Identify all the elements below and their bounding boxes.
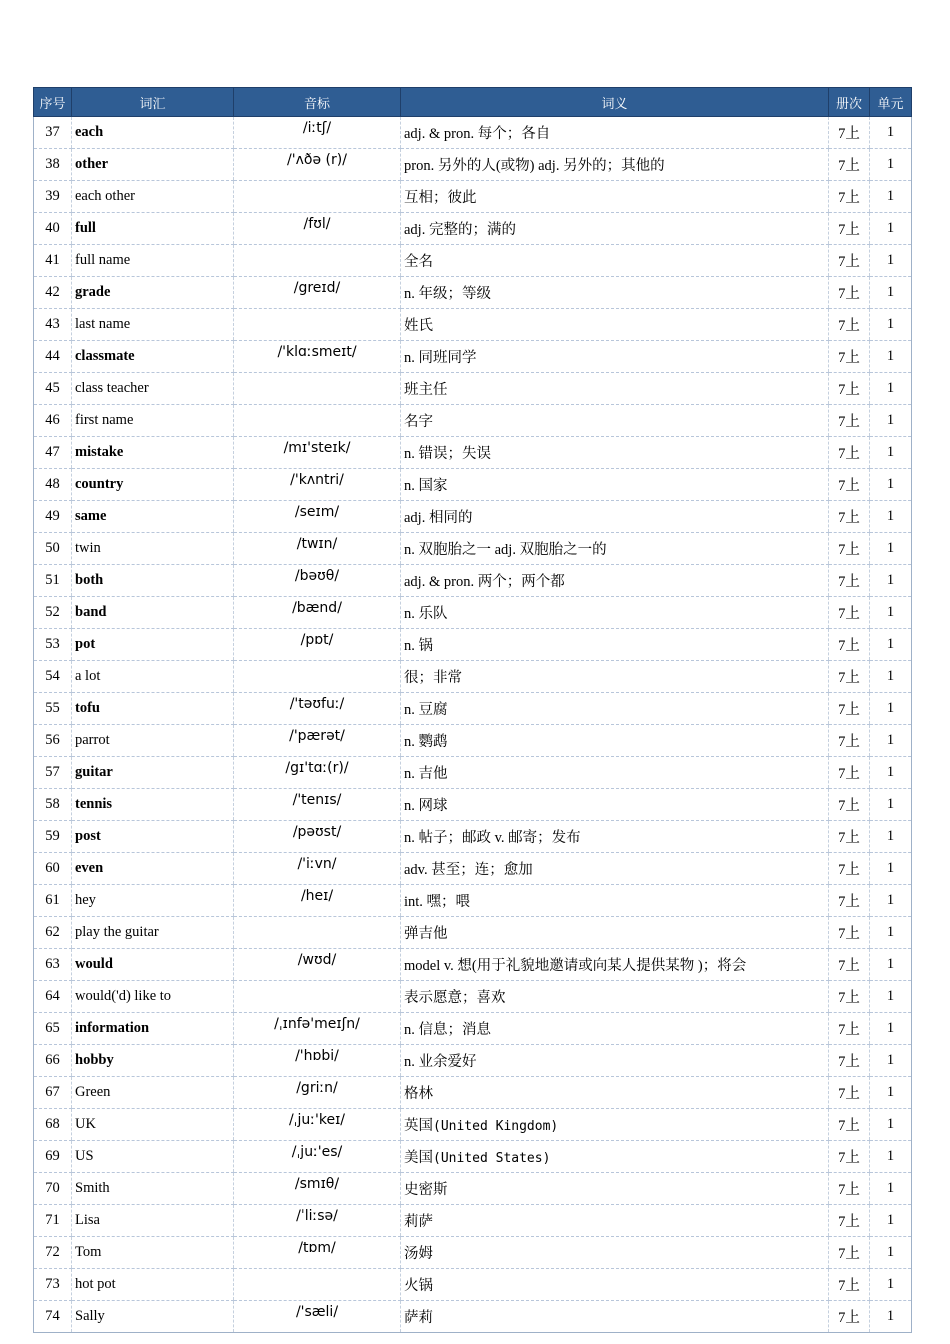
cell-definition: adj. 相同的 xyxy=(401,501,829,533)
cell-unit: 1 xyxy=(870,821,912,853)
cell-phonetic: /seɪm/ xyxy=(234,501,401,533)
cell-number: 41 xyxy=(34,245,72,277)
cell-word: twin xyxy=(72,533,234,565)
cell-word: parrot xyxy=(72,725,234,757)
cell-word: Sally xyxy=(72,1301,234,1333)
cell-phonetic: /smɪθ/ xyxy=(234,1173,401,1205)
cell-definition: adj. & pron. 两个；两个都 xyxy=(401,565,829,597)
cell-unit: 1 xyxy=(870,341,912,373)
cell-word: post xyxy=(72,821,234,853)
cell-unit: 1 xyxy=(870,789,912,821)
cell-volume: 7上 xyxy=(829,789,870,821)
cell-unit: 1 xyxy=(870,1141,912,1173)
cell-volume: 7上 xyxy=(829,1269,870,1301)
cell-definition: 格林 xyxy=(401,1077,829,1109)
cell-number: 64 xyxy=(34,981,72,1013)
cell-word: Tom xyxy=(72,1237,234,1269)
cell-unit: 1 xyxy=(870,597,912,629)
cell-volume: 7上 xyxy=(829,1237,870,1269)
cell-unit: 1 xyxy=(870,437,912,469)
cell-unit: 1 xyxy=(870,853,912,885)
cell-unit: 1 xyxy=(870,981,912,1013)
table-row xyxy=(34,1013,912,1045)
cell-number: 53 xyxy=(34,629,72,661)
table-row xyxy=(34,117,912,149)
table-row xyxy=(34,373,912,405)
header-number: 序号 xyxy=(34,88,72,117)
cell-definition: 史密斯 xyxy=(401,1173,829,1205)
table-row xyxy=(34,981,912,1013)
header-word: 词汇 xyxy=(72,88,234,117)
cell-phonetic: /pəʊst/ xyxy=(234,821,401,853)
table-row xyxy=(34,821,912,853)
cell-number: 38 xyxy=(34,149,72,181)
cell-volume: 7上 xyxy=(829,373,870,405)
cell-word: Smith xyxy=(72,1173,234,1205)
header-row xyxy=(34,88,912,117)
cell-unit: 1 xyxy=(870,309,912,341)
cell-volume: 7上 xyxy=(829,725,870,757)
cell-word: mistake xyxy=(72,437,234,469)
cell-definition: n. 锅 xyxy=(401,629,829,661)
cell-word: grade xyxy=(72,277,234,309)
cell-unit: 1 xyxy=(870,1269,912,1301)
cell-number: 74 xyxy=(34,1301,72,1333)
cell-definition: adj. 完整的；满的 xyxy=(401,213,829,245)
cell-volume: 7上 xyxy=(829,693,870,725)
cell-number: 61 xyxy=(34,885,72,917)
table-row xyxy=(34,469,912,501)
cell-unit: 1 xyxy=(870,533,912,565)
table-body xyxy=(34,117,912,1333)
cell-unit: 1 xyxy=(870,1109,912,1141)
cell-volume: 7上 xyxy=(829,1013,870,1045)
cell-phonetic xyxy=(234,373,401,405)
cell-word: information xyxy=(72,1013,234,1045)
cell-volume: 7上 xyxy=(829,597,870,629)
cell-number: 37 xyxy=(34,117,72,149)
cell-number: 49 xyxy=(34,501,72,533)
cell-phonetic: /'pærət/ xyxy=(234,725,401,757)
cell-definition: 很；非常 xyxy=(401,661,829,693)
cell-unit: 1 xyxy=(870,149,912,181)
cell-number: 57 xyxy=(34,757,72,789)
cell-definition: 莉萨 xyxy=(401,1205,829,1237)
cell-word: a lot xyxy=(72,661,234,693)
cell-number: 40 xyxy=(34,213,72,245)
table-row xyxy=(34,725,912,757)
table-row xyxy=(34,661,912,693)
cell-word: band xyxy=(72,597,234,629)
table-row xyxy=(34,917,912,949)
cell-word: full name xyxy=(72,245,234,277)
cell-definition: 英国(United Kingdom) xyxy=(401,1109,829,1141)
cell-volume: 7上 xyxy=(829,501,870,533)
cell-volume: 7上 xyxy=(829,437,870,469)
table-row xyxy=(34,213,912,245)
header-definition: 词义 xyxy=(401,88,829,117)
cell-word: first name xyxy=(72,405,234,437)
cell-phonetic: /'iːvn/ xyxy=(234,853,401,885)
cell-phonetic: /bænd/ xyxy=(234,597,401,629)
cell-number: 63 xyxy=(34,949,72,981)
table-row xyxy=(34,1077,912,1109)
cell-volume: 7上 xyxy=(829,405,870,437)
cell-phonetic xyxy=(234,917,401,949)
cell-definition: n. 豆腐 xyxy=(401,693,829,725)
cell-number: 39 xyxy=(34,181,72,213)
cell-definition: n. 吉他 xyxy=(401,757,829,789)
table-row xyxy=(34,309,912,341)
cell-phonetic xyxy=(234,1269,401,1301)
table-row xyxy=(34,277,912,309)
cell-phonetic xyxy=(234,405,401,437)
table-row xyxy=(34,1173,912,1205)
cell-number: 56 xyxy=(34,725,72,757)
cell-unit: 1 xyxy=(870,501,912,533)
cell-volume: 7上 xyxy=(829,245,870,277)
cell-volume: 7上 xyxy=(829,1141,870,1173)
cell-volume: 7上 xyxy=(829,1109,870,1141)
cell-definition: n. 鹦鹉 xyxy=(401,725,829,757)
cell-definition: 全名 xyxy=(401,245,829,277)
cell-unit: 1 xyxy=(870,245,912,277)
cell-number: 69 xyxy=(34,1141,72,1173)
cell-unit: 1 xyxy=(870,405,912,437)
cell-word: both xyxy=(72,565,234,597)
cell-word: would('d) like to xyxy=(72,981,234,1013)
cell-definition: 班主任 xyxy=(401,373,829,405)
vocabulary-table xyxy=(33,87,912,1333)
table-row xyxy=(34,1237,912,1269)
cell-number: 62 xyxy=(34,917,72,949)
cell-definition: 美国(United States) xyxy=(401,1141,829,1173)
cell-unit: 1 xyxy=(870,949,912,981)
cell-number: 50 xyxy=(34,533,72,565)
cell-number: 66 xyxy=(34,1045,72,1077)
table-header xyxy=(34,88,912,117)
cell-phonetic: /wʊd/ xyxy=(234,949,401,981)
cell-volume: 7上 xyxy=(829,757,870,789)
cell-word: tennis xyxy=(72,789,234,821)
cell-phonetic xyxy=(234,661,401,693)
cell-word: same xyxy=(72,501,234,533)
cell-unit: 1 xyxy=(870,757,912,789)
table-row xyxy=(34,853,912,885)
cell-unit: 1 xyxy=(870,277,912,309)
cell-unit: 1 xyxy=(870,693,912,725)
cell-word: even xyxy=(72,853,234,885)
cell-word: Lisa xyxy=(72,1205,234,1237)
cell-number: 44 xyxy=(34,341,72,373)
cell-definition: 名字 xyxy=(401,405,829,437)
cell-unit: 1 xyxy=(870,1173,912,1205)
table-row xyxy=(34,149,912,181)
cell-phonetic: /'hɒbi/ xyxy=(234,1045,401,1077)
cell-number: 59 xyxy=(34,821,72,853)
cell-unit: 1 xyxy=(870,213,912,245)
cell-volume: 7上 xyxy=(829,533,870,565)
cell-unit: 1 xyxy=(870,885,912,917)
cell-phonetic: /mɪ'steɪk/ xyxy=(234,437,401,469)
cell-word: other xyxy=(72,149,234,181)
cell-phonetic: /pɒt/ xyxy=(234,629,401,661)
table-row xyxy=(34,1301,912,1333)
cell-volume: 7上 xyxy=(829,821,870,853)
cell-phonetic: /ˌɪnfə'meɪʃn/ xyxy=(234,1013,401,1045)
header-phonetic: 音标 xyxy=(234,88,401,117)
cell-phonetic xyxy=(234,981,401,1013)
vocabulary-sheet xyxy=(33,87,911,1333)
table-row xyxy=(34,629,912,661)
cell-number: 68 xyxy=(34,1109,72,1141)
cell-word: each xyxy=(72,117,234,149)
cell-definition: int. 嘿；喂 xyxy=(401,885,829,917)
cell-phonetic xyxy=(234,181,401,213)
cell-definition: n. 双胞胎之一 adj. 双胞胎之一的 xyxy=(401,533,829,565)
cell-volume: 7上 xyxy=(829,661,870,693)
table-row xyxy=(34,1205,912,1237)
cell-number: 52 xyxy=(34,597,72,629)
cell-word: US xyxy=(72,1141,234,1173)
cell-definition: n. 错误；失误 xyxy=(401,437,829,469)
table-row xyxy=(34,341,912,373)
header-volume: 册次 xyxy=(829,88,870,117)
cell-number: 48 xyxy=(34,469,72,501)
cell-volume: 7上 xyxy=(829,341,870,373)
cell-definition: 姓氏 xyxy=(401,309,829,341)
cell-definition: 汤姆 xyxy=(401,1237,829,1269)
cell-phonetic xyxy=(234,245,401,277)
cell-word: hot pot xyxy=(72,1269,234,1301)
cell-number: 65 xyxy=(34,1013,72,1045)
cell-definition: n. 国家 xyxy=(401,469,829,501)
cell-phonetic: /griːn/ xyxy=(234,1077,401,1109)
cell-word: hey xyxy=(72,885,234,917)
definition-gloss: (United States) xyxy=(433,1151,551,1166)
cell-number: 54 xyxy=(34,661,72,693)
cell-definition: 表示愿意；喜欢 xyxy=(401,981,829,1013)
cell-number: 58 xyxy=(34,789,72,821)
table-row xyxy=(34,1269,912,1301)
cell-phonetic: /'sæli/ xyxy=(234,1301,401,1333)
cell-definition: model v. 想(用于礼貌地邀请或向某人提供某物 )；将会 xyxy=(401,949,829,981)
table-row xyxy=(34,1109,912,1141)
cell-definition: 弹吉他 xyxy=(401,917,829,949)
table-row xyxy=(34,789,912,821)
cell-volume: 7上 xyxy=(829,981,870,1013)
table-row xyxy=(34,405,912,437)
cell-volume: 7上 xyxy=(829,149,870,181)
cell-unit: 1 xyxy=(870,1013,912,1045)
cell-number: 51 xyxy=(34,565,72,597)
cell-number: 72 xyxy=(34,1237,72,1269)
table-row xyxy=(34,501,912,533)
cell-volume: 7上 xyxy=(829,277,870,309)
cell-phonetic: /tɒm/ xyxy=(234,1237,401,1269)
cell-word: country xyxy=(72,469,234,501)
cell-phonetic: /fʊl/ xyxy=(234,213,401,245)
cell-word: guitar xyxy=(72,757,234,789)
cell-word: classmate xyxy=(72,341,234,373)
cell-phonetic: /'təʊfuː/ xyxy=(234,693,401,725)
cell-definition: n. 帖子；邮政 v. 邮寄；发布 xyxy=(401,821,829,853)
cell-definition: n. 年级；等级 xyxy=(401,277,829,309)
header-unit: 单元 xyxy=(870,88,912,117)
cell-number: 55 xyxy=(34,693,72,725)
cell-phonetic: /'ʌðə (r)/ xyxy=(234,149,401,181)
cell-number: 73 xyxy=(34,1269,72,1301)
cell-definition: pron. 另外的人(或物) adj. 另外的；其他的 xyxy=(401,149,829,181)
cell-definition: n. 同班同学 xyxy=(401,341,829,373)
cell-volume: 7上 xyxy=(829,885,870,917)
cell-unit: 1 xyxy=(870,1237,912,1269)
cell-word: Green xyxy=(72,1077,234,1109)
cell-unit: 1 xyxy=(870,1045,912,1077)
cell-phonetic: /iːtʃ/ xyxy=(234,117,401,149)
cell-number: 60 xyxy=(34,853,72,885)
cell-volume: 7上 xyxy=(829,629,870,661)
cell-unit: 1 xyxy=(870,181,912,213)
cell-volume: 7上 xyxy=(829,309,870,341)
cell-volume: 7上 xyxy=(829,853,870,885)
cell-volume: 7上 xyxy=(829,117,870,149)
cell-number: 71 xyxy=(34,1205,72,1237)
cell-volume: 7上 xyxy=(829,469,870,501)
cell-number: 47 xyxy=(34,437,72,469)
table-row xyxy=(34,437,912,469)
cell-unit: 1 xyxy=(870,1077,912,1109)
cell-phonetic: /ˌjuː'keɪ/ xyxy=(234,1109,401,1141)
cell-phonetic: /'klɑːsmeɪt/ xyxy=(234,341,401,373)
cell-volume: 7上 xyxy=(829,1077,870,1109)
table-row xyxy=(34,949,912,981)
cell-volume: 7上 xyxy=(829,213,870,245)
cell-phonetic xyxy=(234,309,401,341)
cell-volume: 7上 xyxy=(829,1045,870,1077)
cell-volume: 7上 xyxy=(829,949,870,981)
cell-word: pot xyxy=(72,629,234,661)
cell-volume: 7上 xyxy=(829,917,870,949)
cell-definition: n. 信息；消息 xyxy=(401,1013,829,1045)
cell-number: 43 xyxy=(34,309,72,341)
cell-phonetic: /twɪn/ xyxy=(234,533,401,565)
table-row xyxy=(34,245,912,277)
table-row xyxy=(34,1141,912,1173)
cell-definition: 互相；彼此 xyxy=(401,181,829,213)
table-row xyxy=(34,597,912,629)
cell-phonetic: /bəʊθ/ xyxy=(234,565,401,597)
cell-definition: adj. & pron. 每个；各自 xyxy=(401,117,829,149)
table-row xyxy=(34,565,912,597)
cell-unit: 1 xyxy=(870,117,912,149)
cell-phonetic: /'tenɪs/ xyxy=(234,789,401,821)
cell-word: full xyxy=(72,213,234,245)
table-row xyxy=(34,533,912,565)
cell-unit: 1 xyxy=(870,1301,912,1333)
cell-word: hobby xyxy=(72,1045,234,1077)
cell-unit: 1 xyxy=(870,725,912,757)
cell-word: each other xyxy=(72,181,234,213)
cell-word: would xyxy=(72,949,234,981)
cell-volume: 7上 xyxy=(829,181,870,213)
table-row xyxy=(34,885,912,917)
cell-definition: 火锅 xyxy=(401,1269,829,1301)
cell-definition: n. 网球 xyxy=(401,789,829,821)
cell-number: 70 xyxy=(34,1173,72,1205)
cell-number: 46 xyxy=(34,405,72,437)
cell-word: UK xyxy=(72,1109,234,1141)
cell-unit: 1 xyxy=(870,917,912,949)
cell-phonetic: /heɪ/ xyxy=(234,885,401,917)
cell-unit: 1 xyxy=(870,469,912,501)
cell-definition: adv. 甚至；连；愈加 xyxy=(401,853,829,885)
cell-volume: 7上 xyxy=(829,1301,870,1333)
cell-volume: 7上 xyxy=(829,565,870,597)
table-row xyxy=(34,757,912,789)
cell-word: play the guitar xyxy=(72,917,234,949)
cell-volume: 7上 xyxy=(829,1205,870,1237)
table-row xyxy=(34,693,912,725)
cell-phonetic: /'kʌntri/ xyxy=(234,469,401,501)
cell-unit: 1 xyxy=(870,373,912,405)
cell-phonetic: /greɪd/ xyxy=(234,277,401,309)
cell-phonetic: /ˌjuː'es/ xyxy=(234,1141,401,1173)
cell-unit: 1 xyxy=(870,1205,912,1237)
cell-number: 42 xyxy=(34,277,72,309)
table-row xyxy=(34,1045,912,1077)
cell-definition: 萨莉 xyxy=(401,1301,829,1333)
cell-unit: 1 xyxy=(870,565,912,597)
cell-word: tofu xyxy=(72,693,234,725)
cell-phonetic: /gɪ'tɑː(r)/ xyxy=(234,757,401,789)
cell-definition: n. 业余爱好 xyxy=(401,1045,829,1077)
cell-phonetic: /ˈliːsə/ xyxy=(234,1205,401,1237)
cell-definition: n. 乐队 xyxy=(401,597,829,629)
cell-number: 45 xyxy=(34,373,72,405)
cell-word: class teacher xyxy=(72,373,234,405)
cell-number: 67 xyxy=(34,1077,72,1109)
cell-unit: 1 xyxy=(870,661,912,693)
definition-gloss: (United Kingdom) xyxy=(433,1119,559,1134)
cell-volume: 7上 xyxy=(829,1173,870,1205)
table-row xyxy=(34,181,912,213)
cell-word: last name xyxy=(72,309,234,341)
cell-unit: 1 xyxy=(870,629,912,661)
